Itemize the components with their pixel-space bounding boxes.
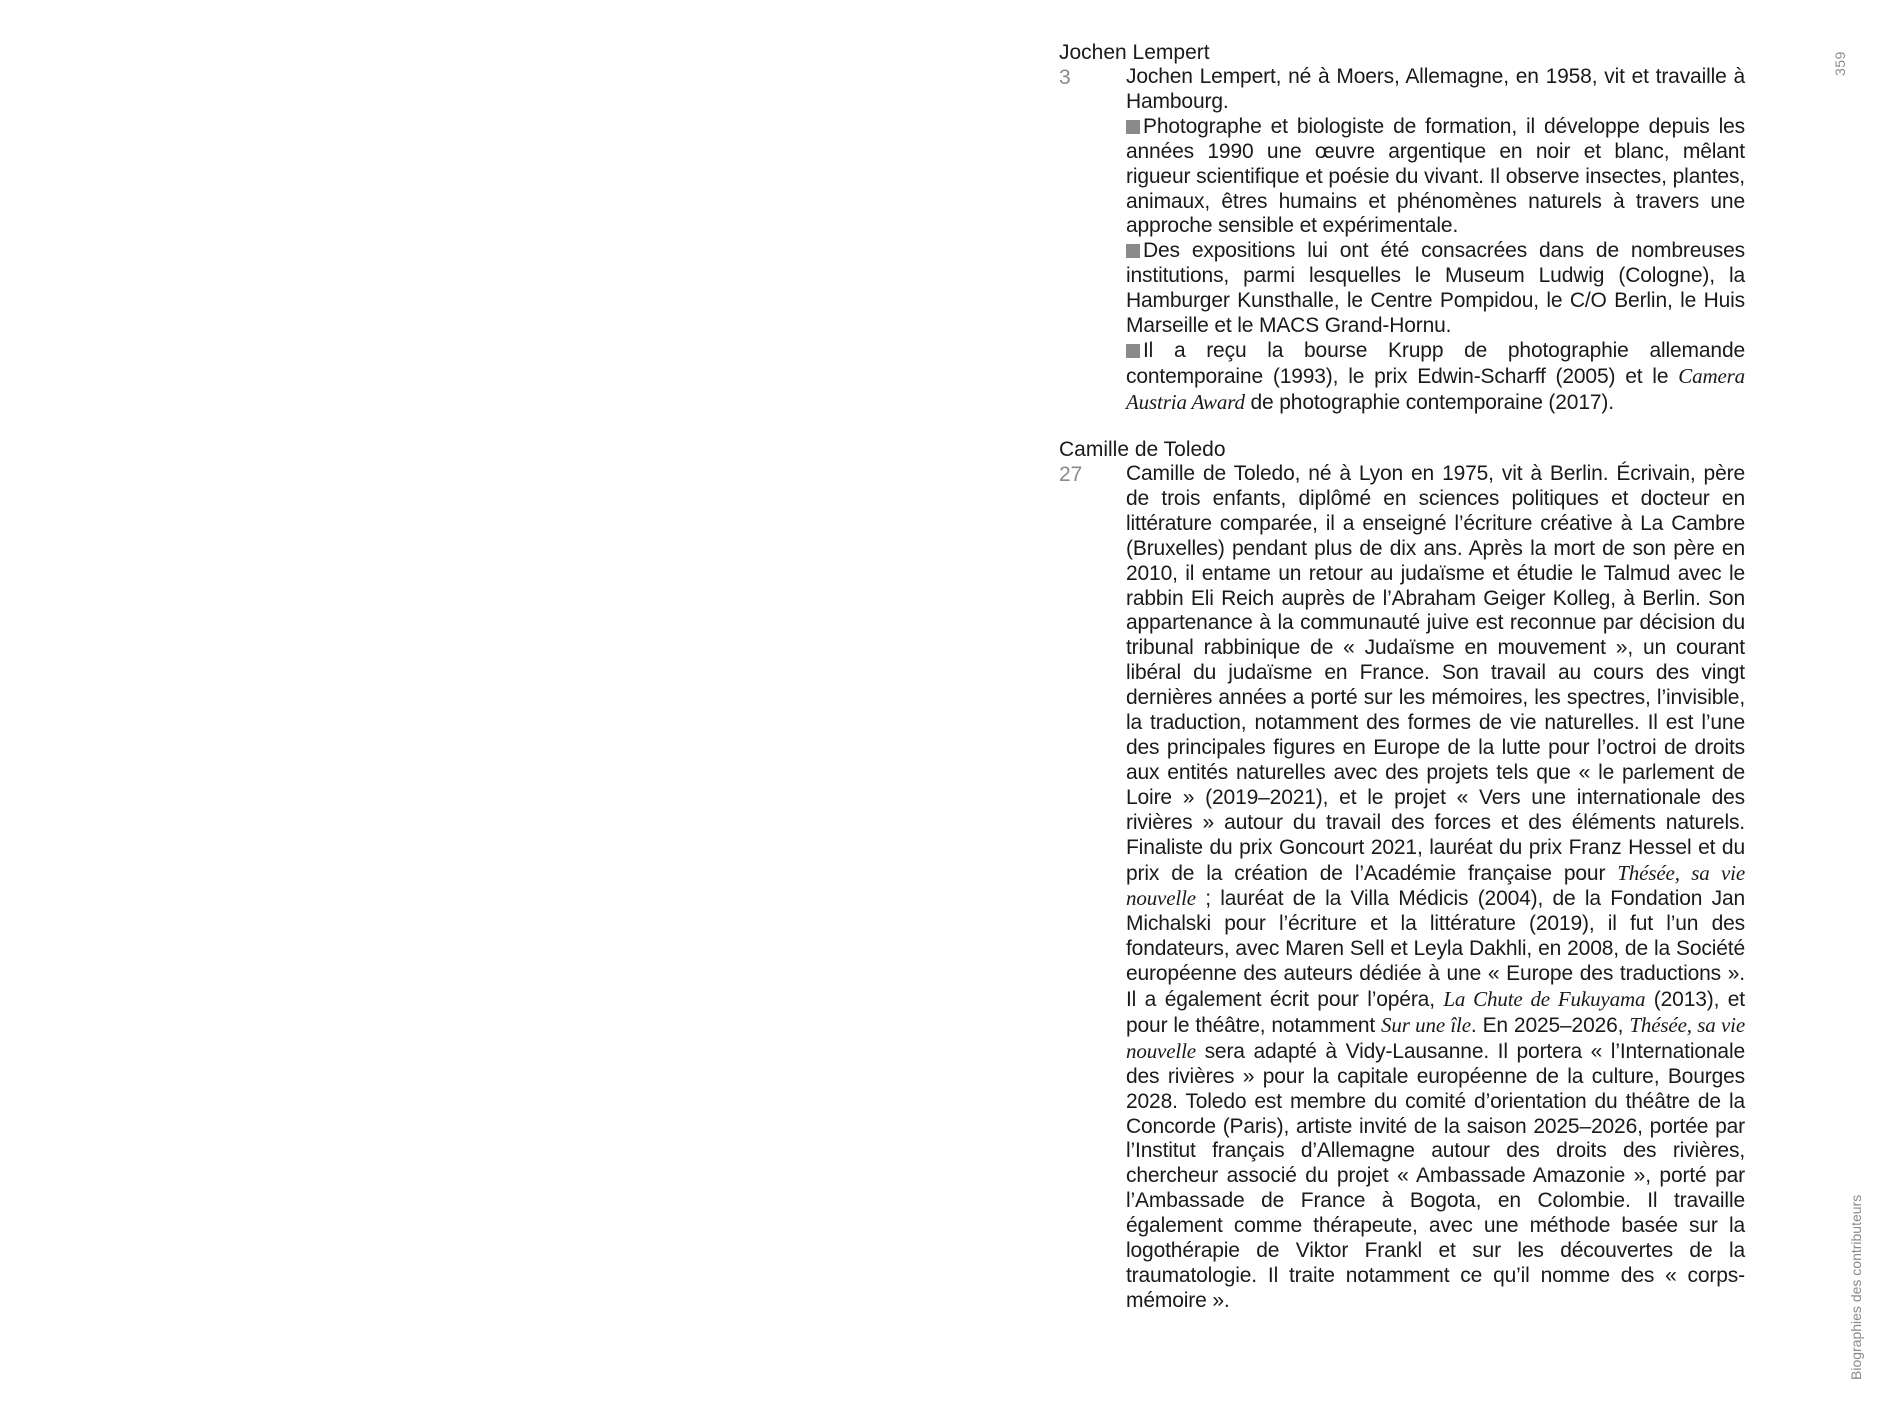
entry-body [1059,462,1745,1314]
entry-reference-number: 3 [1059,66,1071,89]
biography-entry-toledo [1059,437,1745,1314]
text-run: Jochen Lempert, né à Moers, Allemagne, en 1958, vit et travaille à Hambourg. [1126,65,1745,113]
text-run: ; lauréat de la Villa Médicis (2004), de la Fondation Jan Michalski pour l’écriture et la littérature (2019), il fut l’un des fondateurs, avec Maren Sell et Leyla Dakhli, en 2008, de la Société européenne des auteurs dédiée à une « Europe des traductions ». Il a également écrit pour l’opéra, [1126,887,1745,1012]
paragraph [1126,115,1745,240]
paragraph [1126,239,1745,339]
entry-name: Camille de Toledo [1059,438,1226,461]
italic-title: Camera Austria Award [1126,363,1745,414]
italic-title: Thésée, sa vie nouvelle [1126,1012,1745,1063]
italic-title: Sur une île [1381,1012,1471,1037]
biography-entry-lempert [1059,40,1745,416]
entry-name: Jochen Lempert [1059,41,1210,64]
text-run: (2013), et pour le théâtre, notamment [1126,988,1745,1037]
text-run: Des expositions lui ont été consacrées dans de nombreuses institutions, parmi lesquelles le Museum Ludwig (Cologne), la Hamburger Kunsthalle, le Centre Pompidou, le C/O Berlin, le Huis Marseille et le MACS Grand-Hornu. [1126,239,1745,338]
running-head: Biographies des contributeurs [1848,1194,1864,1380]
italic-title: Thésée, sa vie nouvelle [1126,860,1745,911]
paragraph [1126,339,1745,416]
text-run: sera adapté à Vidy-Lausanne. Il portera « l’Internationale des rivières » pour la capitale européenne de la culture, Bourges 2028. Toledo est membre du comité d’orientation du théâtre de la Concorde (Paris), artiste invité de la saison 2025–2026, portée par l’Institut français d’Allemagne autour des droits des rivières, chercheur associé du projet « Ambassade Amazonie », porté par l’Ambassade de France à Bogota, en Colombie. Il travaille également comme thérapeute, avec une méthode basée sur la logothérapie de Viktor Frankl et sur les découvertes de la traumatologie. Il traite notamment ce qu’il nomme des « corps-mémoire ». [1126,1039,1745,1312]
paragraph [1126,65,1745,115]
page-number: 359 [1832,51,1848,76]
paragraph-marker-icon [1126,120,1140,134]
entry-text [1126,65,1745,416]
entry-reference-number: 27 [1059,463,1083,486]
italic-title: La Chute de Fukuyama [1443,987,1646,1012]
text-run: de photographie contemporaine (2017). [1244,390,1614,414]
text-run: Camille de Toledo, né à Lyon en 1975, vit à Berlin. Écrivain, père de trois enfants, diplômé en sciences politiques et docteur en littérature comparée, il a enseigné l’écriture créative à La Cambre (Bruxelles) pendant plus de dix ans. Après la mort de son père en 2010, il entame un retour au judaïsme et étudie le Talmud avec le rabbin Eli Reich auprès de l’Abraham Geiger Kolleg, à Berlin. Son appartenance à la communauté juive est reconnue par décision du tribunal rabbinique de « Judaïsme en mouvement », un courant libéral du judaïsme en France. Son travail au cours des vingt dernières années a porté sur les mémoires, les spectres, l’invisible, la traduction, notamment des formes de vie naturelles. Il est l’une des principales figures en Europe de la lutte pour l’octroi de droits aux entités naturelles avec des projets tels que « le parlement de Loire » (2019–2021), et le projet « Vers une internationale des rivières » autour du travail des forces et des éléments naturels. Finaliste du prix Goncourt 2021, lauréat du prix Franz Hessel et du prix de la création de l’Académie française pour [1126,462,1745,885]
text-run: Il a reçu la bourse Krupp de photographie allemande contemporaine (1993), le prix Edwin-Scharff (2005) et le [1126,338,1745,388]
text-run: Photographe et biologiste de formation, il développe depuis les années 1990 une œuvre argentique en noir et blanc, mêlant rigueur scientifique et poésie du vivant. Il observe insectes, plantes, animaux, êtres humains et phénomènes naturels à travers une approche sensible et expérimentale. [1126,114,1745,238]
entry-text [1126,462,1745,1314]
paragraph [1126,462,1745,1314]
entry-body [1059,65,1745,416]
text-run: . En 2025–2026, [1470,1013,1630,1037]
paragraph-marker-icon [1126,344,1140,358]
paragraph-marker-icon [1126,244,1140,258]
